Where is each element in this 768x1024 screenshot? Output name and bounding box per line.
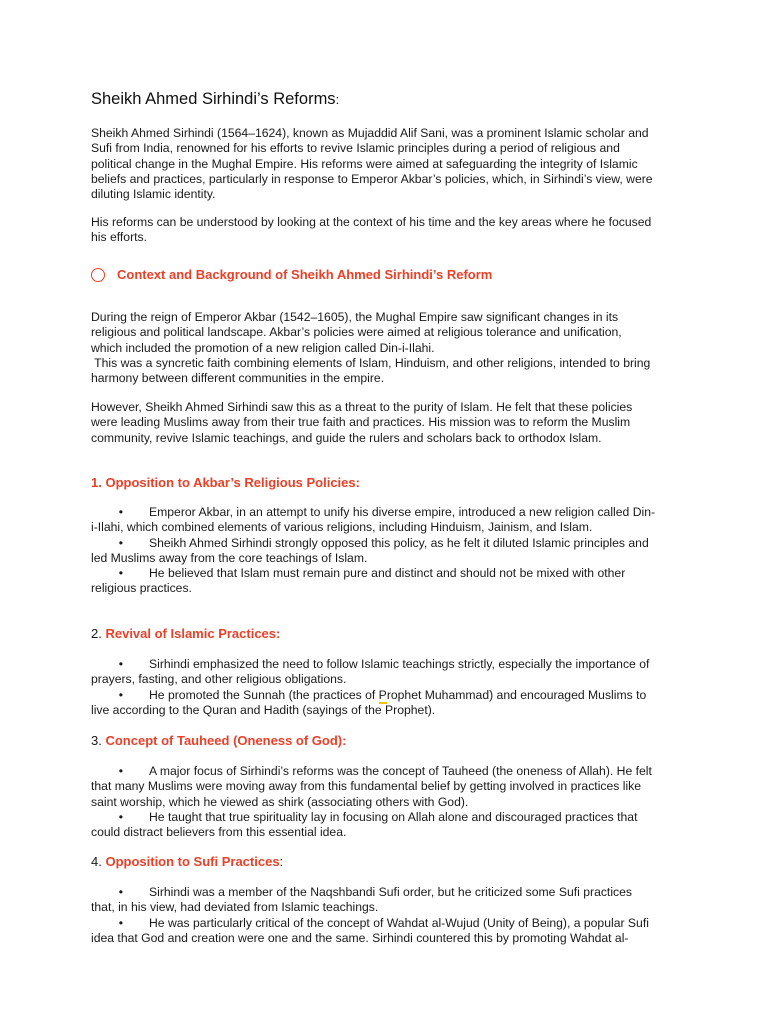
list-item: • Sheikh Ahmed Sirhindi strongly opposed this policy, as he felt it diluted Islamic principles and <box>118 535 649 550</box>
section-2-list: • Sirhindi emphasized the need to follow Islamic teachings strictly, especially the importance of prayers, fasting, and other religious obligations. • He promoted the Sunnah (the practices of Prophet Muhammad) and encouraged Muslims to live according to the Quran and Hadith (sayings of the Prophet). <box>91 657 681 718</box>
section-3-heading: 3. Concept of Tauheed (Oneness of God): <box>91 733 347 748</box>
section-3-list: • A major focus of Sirhindi’s reforms was the concept of Tauheed (the oneness of Allah). He felt that many Muslims were moving away from this fundamental belief by getting involved in practices like saint worship, which he viewed as shirk (associating others with God). • He taught that true spirituality lay in focusing on Allah alone and discouraged practices that could distract believers from this essential idea. <box>91 764 681 840</box>
section-2-heading: 2. Revival of Islamic Practices: <box>91 626 281 641</box>
highlighted-letter: P <box>378 687 387 702</box>
section-1-heading: 1. Opposition to Akbar’s Religious Policies: <box>91 475 360 490</box>
circle-bullet-icon <box>91 268 105 282</box>
intro-paragraph-2: His reforms can be understood by looking at the context of his time and the key areas where he focused his efforts. <box>91 215 652 245</box>
context-paragraph-2: However, Sheikh Ahmed Sirhindi saw this as a threat to the purity of Islam. He felt that these policies were leading Muslims away from their true faith and practices. His mission was to reform the Muslim community, revive Islamic teachings, and guide the rulers and scholars back to orthodox Islam. <box>91 400 633 445</box>
list-item: • A major focus of Sirhindi’s reforms was the concept of Tauheed (the oneness of Allah). He felt <box>118 764 652 778</box>
list-item: • He promoted the Sunnah (the practices of Prophet Muhammad) and encouraged Muslims to <box>118 687 647 702</box>
list-item: • Sirhindi emphasized the need to follow Islamic teachings strictly, especially the importance of <box>118 657 650 671</box>
section-4-heading: 4. Opposition to Sufi Practices: <box>91 854 284 869</box>
list-item: • He was particularly critical of the concept of Wahdat al-Wujud (Unity of Being), a popular Sufi <box>118 915 649 930</box>
page-title: Sheikh Ahmed Sirhindi’s Reforms: <box>91 90 340 108</box>
list-item: • Emperor Akbar, in an attempt to unify his diverse empire, introduced a new religion called Din- <box>118 505 656 519</box>
intro-paragraph: Sheikh Ahmed Sirhindi (1564–1624), known as Mujaddid Alif Sani, was a prominent Islamic scholar and Sufi from India, renowned for his efforts to revive Islamic principles during a period of religious and political change in the Mughal Empire. His reforms were aimed at safeguarding the integrity of Islamic beliefs and practices, particularly in response to Emperor Akbar’s policies, which, in Sirhindi’s view, were diluting Islamic identity. <box>91 126 653 202</box>
context-heading: Context and Background of Sheikh Ahmed Sirhindi’s Reform <box>91 267 492 282</box>
section-1-list: • Emperor Akbar, in an attempt to unify his diverse empire, introduced a new religion called Din- i-Ilahi, which combined elements of various religions, including Hinduism, Jainism, and Islam. • Sheikh Ahmed Sirhindi strongly opposed this policy, as he felt it diluted Islamic principles and led Muslims away from the core teachings of Islam. • He believed that Islam must remain pure and distinct and should not be mixed with other religious practices. <box>91 505 681 597</box>
section-4-list: • Sirhindi was a member of the Naqshbandi Sufi order, but he criticized some Sufi practices that, in his view, had deviated from Islamic teachings. • He was particularly critical of the concept of Wahdat al-Wujud (Unity of Being), a popular Sufi idea that God and creation were one and the same. Sirhindi countered this by promoting Wahdat al- <box>91 885 681 946</box>
context-paragraph-1: During the reign of Emperor Akbar (1542–1605), the Mughal Empire saw significant changes in its religious and political landscape. Akbar’s policies were aimed at religious tolerance and unification, which included the promotion of a new religion called Din-i-Ilahi. This was a syncretic faith combining elements of Islam, Hinduism, and other religions, intended to bring harmony between different communities in the empire. <box>91 310 651 386</box>
list-item: • He believed that Islam must remain pure and distinct and should not be mixed with other <box>118 566 626 581</box>
list-item: • He taught that true spirituality lay in focusing on Allah alone and discouraged practices that <box>118 809 638 824</box>
list-item: • Sirhindi was a member of the Naqshbandi Sufi order, but he criticized some Sufi practices <box>118 885 632 899</box>
